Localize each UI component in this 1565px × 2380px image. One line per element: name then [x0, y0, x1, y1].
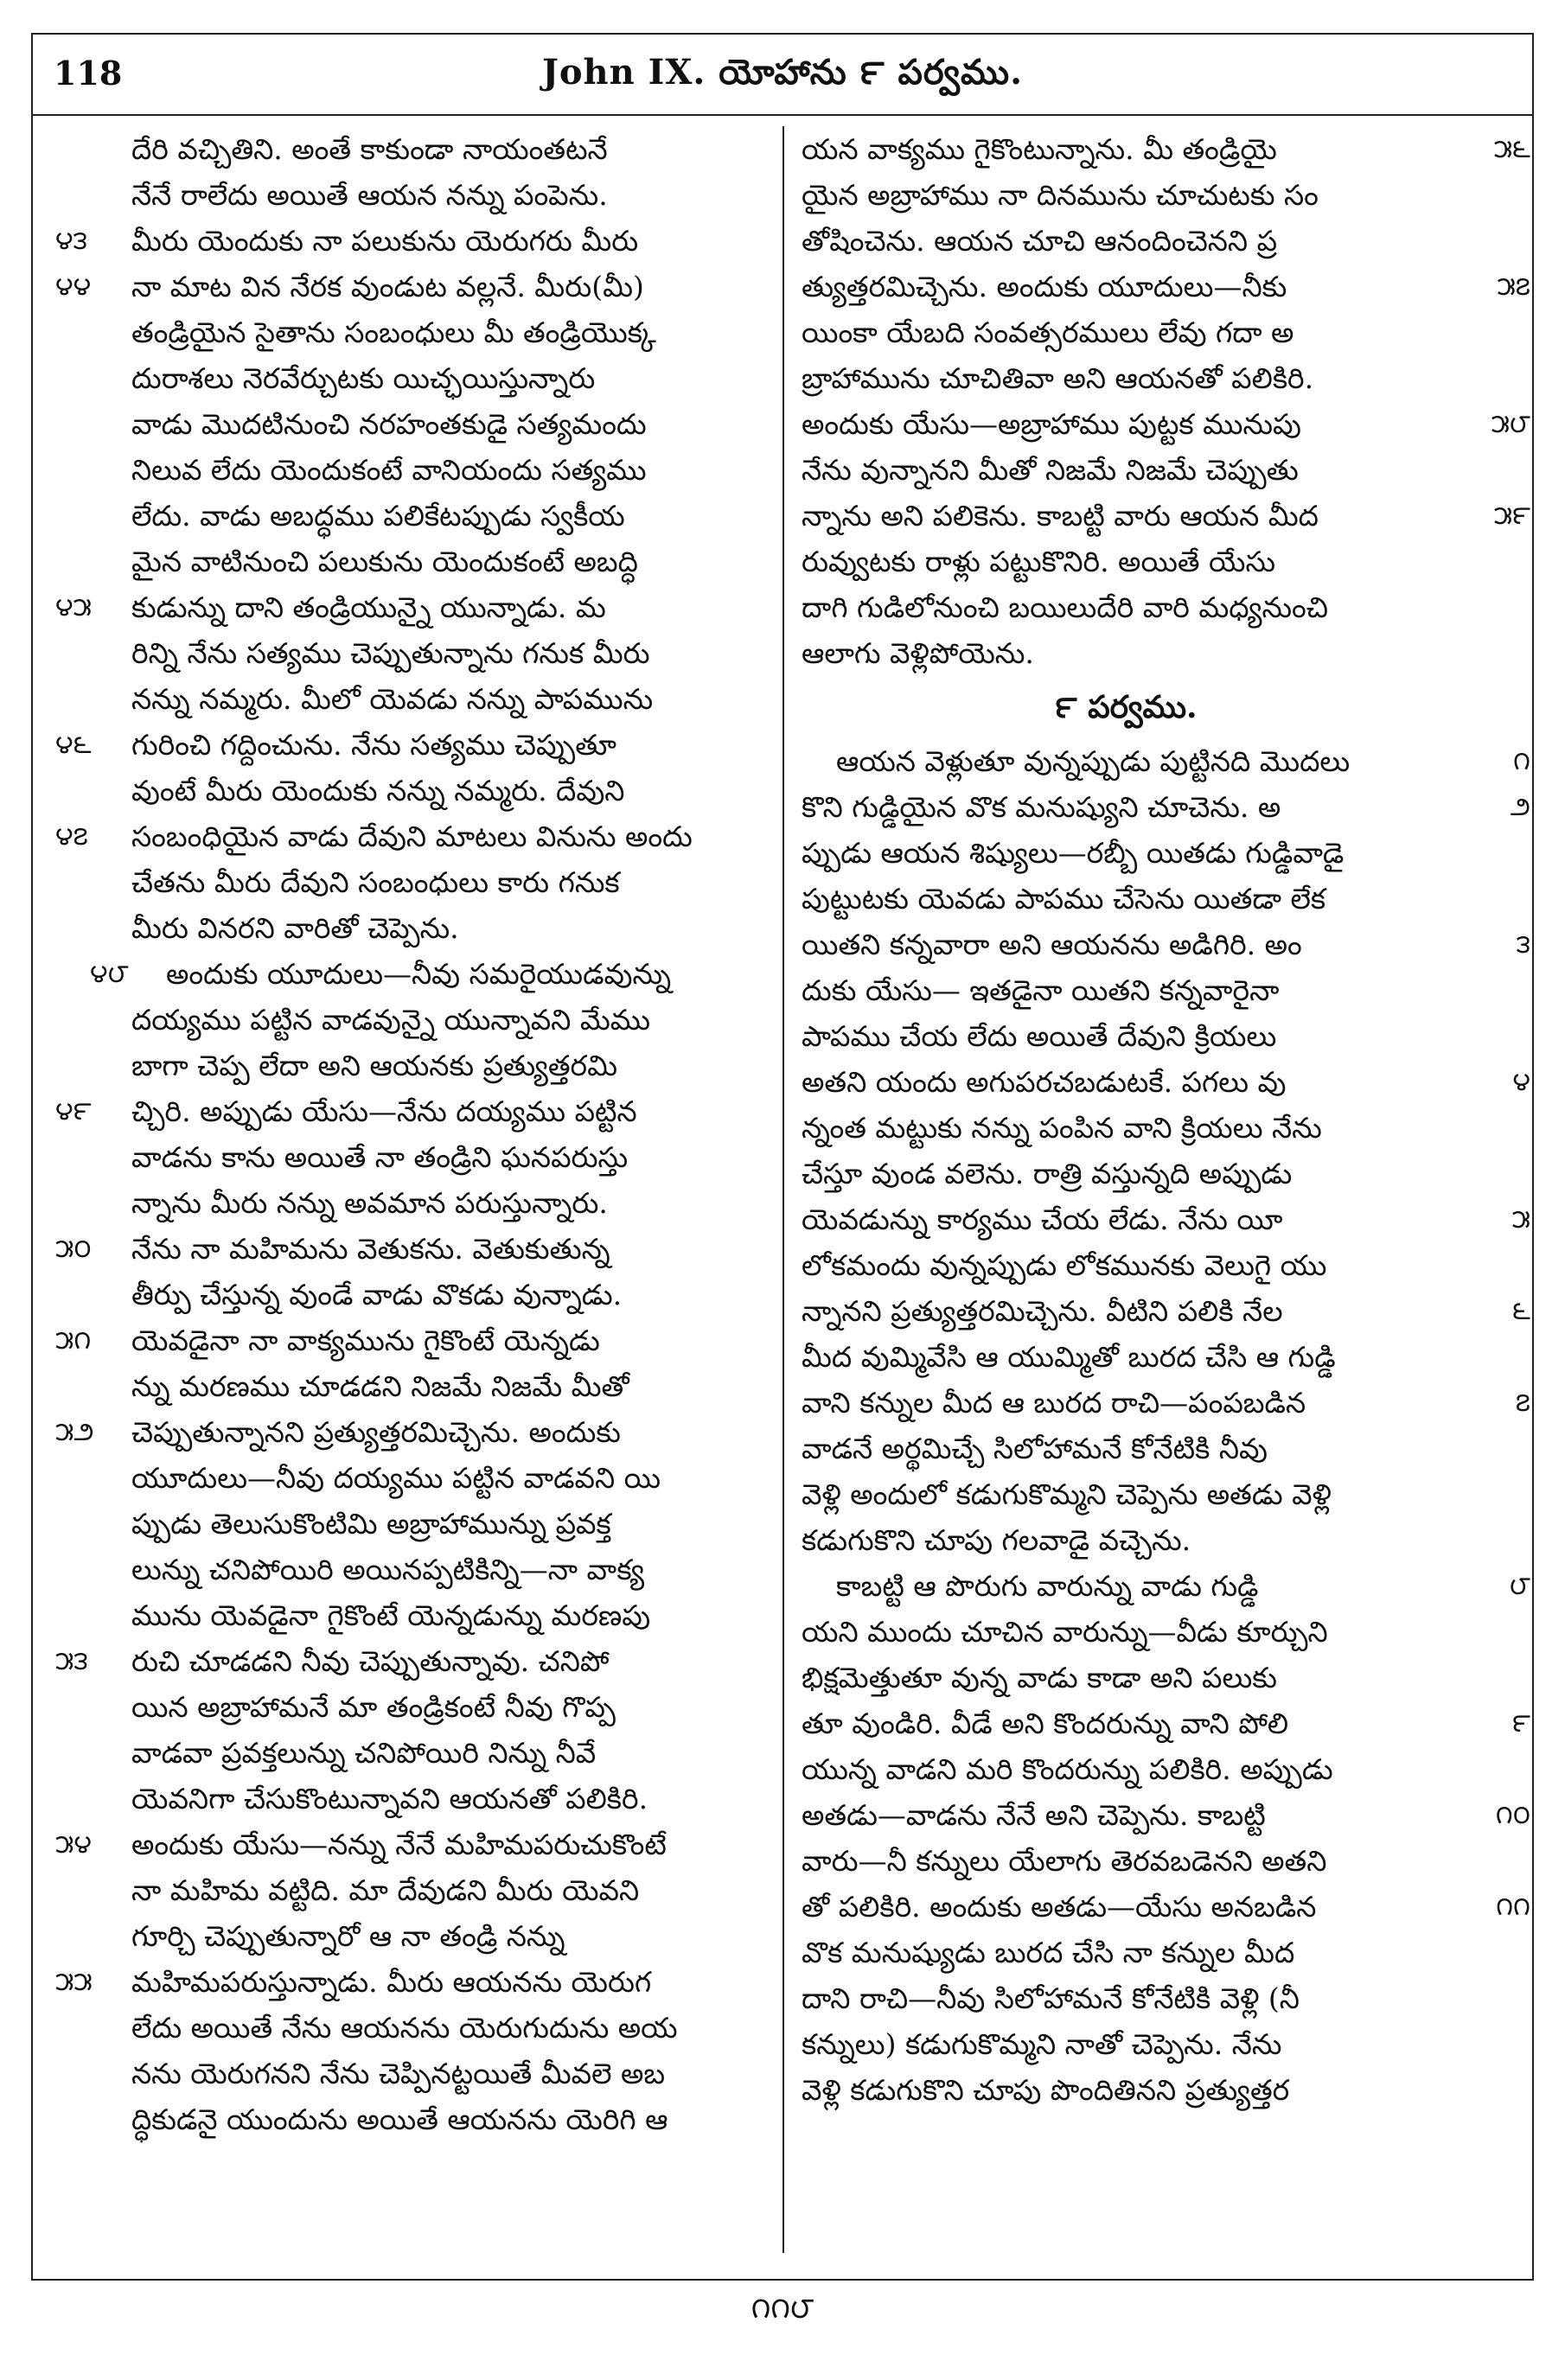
text-line	[802, 1242, 1451, 1288]
verse-number: ౭	[1515, 1388, 1530, 1418]
text-line	[55, 1088, 772, 1134]
verse-number: ౫	[1511, 1204, 1530, 1235]
text-line	[131, 768, 772, 814]
text-line	[802, 784, 1530, 830]
text-line	[131, 539, 772, 584]
line-text: యిన అబ్రాహామనే మా తండ్రికంటే నీవు గొప్ప	[131, 1690, 616, 1724]
text-line	[802, 1380, 1530, 1426]
text-line	[802, 1517, 1451, 1563]
text-line	[55, 814, 772, 859]
text-line	[131, 2051, 772, 2096]
line-text: యెవనిగా చేసుకొంటున్నావని ఆయనతో పలికిరి.	[131, 1782, 648, 1815]
line-text: అతడు—వాడను నేనే అని చెప్పెను. కాబట్టి	[802, 1798, 1266, 1832]
line-text: తో పలికిరి. అందుకు అతడు—యేసు అనబడిన	[802, 1890, 1317, 1924]
text-line	[802, 1013, 1451, 1059]
text-line	[802, 967, 1451, 1013]
text-line	[802, 1884, 1530, 1930]
text-line	[131, 1913, 772, 1959]
line-text: తీర్పు చేస్తున్న వుండే వాడు వొకడు వున్నాడు.	[131, 1278, 623, 1311]
line-text: చేతను మీరు దేవుని సంబంధులు కారు గనుక	[131, 865, 620, 899]
line-text: సంబంధియైన వాడు దేవుని మాటలు వినును అందు	[131, 820, 693, 853]
text-line	[131, 2096, 772, 2142]
line-text: గురించి గద్దించును. నేను సత్యము చెప్పుతూ	[131, 728, 616, 762]
right-column	[784, 126, 1534, 2244]
text-line	[55, 1409, 772, 1455]
line-text: నన్ను నమ్మరు. మీలో యెవడు నన్ను పాపమును	[131, 682, 654, 716]
text-line	[802, 126, 1530, 172]
verse-number: ౪౪	[55, 271, 92, 302]
text-line	[131, 1592, 772, 1638]
line-text: అందుకు యేసు—అబ్రాహాము పుట్టక మునుపు	[802, 407, 1301, 441]
line-text: వొక మనుష్యుడు బురద చేసి నా కన్నుల మీద	[802, 1936, 1295, 1969]
verse-number: ౫౯	[1493, 501, 1530, 531]
line-text: మీద వుమ్మివేసి ఆ యుమ్మితో బురద చేసి ఆ గుడ్డి	[802, 1340, 1336, 1374]
line-text: ద్ధికుడనై యుందును అయితే ఆయనను యెరిగి ఆ	[131, 2102, 668, 2136]
text-line	[55, 1822, 772, 1867]
verse-number: ౮	[1509, 1571, 1530, 1601]
line-text: ఆయన వెళ్లుతూ వున్నప్పుడు పుట్టినది మొదలు	[836, 744, 1351, 778]
line-text: గూర్చి చెప్పుతున్నారో ఆ నా తండ్రి నన్ను	[131, 1919, 565, 1953]
text-line	[802, 922, 1530, 967]
line-text: యితని కన్నవారా అని ఆయనను అడిగిరి. అం	[802, 928, 1302, 961]
verse-number: ౧౦	[1495, 1800, 1530, 1830]
text-line	[802, 2021, 1451, 2067]
line-text: మీరు వినరని వారితో చెప్పెను.	[131, 911, 459, 945]
line-text: తోషించెను. ఆయన చూచి ఆనందించెనని ప్ర	[802, 224, 1278, 258]
text-line	[802, 1334, 1451, 1380]
line-text: న్నానని ప్రత్యుత్తరమిచ్చెను. వీటిని పలికి నేల	[802, 1294, 1283, 1328]
text-line	[802, 1838, 1451, 1884]
text-line	[131, 997, 772, 1043]
line-text: బ్రాహామును చూచితివా అని ఆయనతో పలికిరి.	[802, 361, 1314, 395]
verse-number: ౨	[1510, 792, 1530, 822]
line-text: లేదు. వాడు అబద్ధము పలికేటప్పుడు స్వకీయ	[131, 499, 625, 533]
text-line	[131, 1730, 772, 1776]
line-text: న్నాను అని పలికెను. కాబట్టి వారు ఆయన మీద	[802, 499, 1319, 533]
text-line	[802, 172, 1451, 218]
verse-number: ౧	[1513, 746, 1530, 776]
line-text: యూదులు—నీవు దయ్యము పట్టిన వాడవని యి	[131, 1461, 661, 1495]
page-header	[31, 33, 1534, 116]
text-line	[131, 172, 772, 218]
line-text: యన వాక్యము గైకొంటున్నాను. మీ తండ్రియై	[802, 132, 1277, 166]
line-text: కన్నులు) కడుగుకొమ్మని నాతో చెప్పెను. నేను	[802, 2027, 1282, 2061]
text-line	[802, 738, 1530, 784]
line-text: వాడను కాను అయితే నా తండ్రిని ఘనపరుస్తు	[131, 1140, 629, 1174]
line-text: కొని గుడ్డియైన వొక మనుష్యుని చూచెను. అ	[802, 790, 1281, 824]
text-line	[802, 1059, 1530, 1105]
text-line	[802, 584, 1451, 630]
line-text: కాబట్టి ఆ పొరుగు వారున్ను వాడు గుడ్డి	[836, 1569, 1259, 1603]
line-text: దాని రాచి—నీవు సిలోహామనే కోనేటికి వెళ్లి (నీ	[802, 1981, 1300, 2015]
line-text: బాగా చెప్ప లేదా అని ఆయనకు ప్రత్యుత్తరమి	[131, 1049, 618, 1082]
text-line	[55, 1638, 772, 1684]
line-text: దాగి గుడిలోనుంచి బయిలుదేరి వారి మధ్యనుంచి	[802, 590, 1329, 624]
text-line	[802, 218, 1451, 264]
text-line	[55, 722, 772, 768]
verse-number: ౩	[1516, 929, 1530, 960]
text-line	[131, 1363, 772, 1409]
line-text: న్ను మరణము చూడడని నిజమే నిజమే మీతో	[131, 1369, 629, 1403]
line-text: లున్ను చనిపోయిరి అయినప్పటికిన్ని—నా వాక్య	[131, 1553, 645, 1586]
text-line	[131, 1272, 772, 1318]
text-line	[802, 1151, 1451, 1196]
verse-number: ౫౪	[55, 1829, 92, 1860]
line-text: మీరు యెందుకు నా పలుకును యెరుగరు మీరు	[131, 224, 639, 258]
verse-number: ౪౮	[90, 959, 129, 989]
line-text: అందుకు యేసు—నన్ను నేనే మహిమపరుచుకొంటే	[131, 1828, 667, 1861]
line-text: యెవడైనా నా వాక్యమును గైకొంటే యెన్నడు	[131, 1324, 600, 1357]
line-text: తూ వుండిరి. వీడే అని కొందరున్ను వాని పోలి	[802, 1707, 1289, 1740]
text-line	[131, 1547, 772, 1592]
line-text: నేను వున్నానని మీతో నిజమే నిజమే చెప్పుతు	[802, 453, 1299, 487]
verse-number: ౪౭	[55, 821, 88, 852]
verse-number: ౪౩	[55, 226, 87, 256]
line-text: వెళ్లి కడుగుకొని చూపు పొందితినని ప్రత్యుత్తర	[802, 2073, 1290, 2107]
text-line	[802, 493, 1530, 539]
line-text: వాడు మొదటినుంచి నరహంతకుడై సత్యమందు	[131, 407, 647, 441]
line-text: దేరి వచ్చితిని. అంతే కాకుండా నాయంతటనే	[131, 132, 608, 166]
line-text: చ్చిరి. అప్పుడు యేసు—నేను దయ్యము పట్టిన	[131, 1094, 637, 1128]
verse-number: ౪	[1512, 1067, 1530, 1097]
text-line	[131, 2005, 772, 2051]
text-line	[802, 830, 1451, 876]
line-text: పుట్టుటకు యెవడు పాపము చేసెను యితడా లేక	[802, 882, 1326, 916]
line-text: మహిమపరుస్తున్నాడు. మీరు ఆయనను యెరుగ	[131, 1965, 652, 1999]
text-line	[131, 1684, 772, 1730]
text-line	[802, 447, 1451, 493]
line-text: దురాశలు నెరవేర్చుటకు యిచ్ఛయిస్తున్నారు	[131, 361, 596, 395]
line-text: అతని యందు అగుపరచబడుటకే. పగలు వు	[802, 1065, 1287, 1099]
line-text: యింకా యేబది సంవత్సరములు లేవు గదా అ	[802, 316, 1294, 349]
line-text: యని ముందు చూచిన వారున్ను—వీడు కూర్చుని	[802, 1615, 1328, 1649]
verse-number: ౫౬	[1493, 134, 1530, 164]
line-text: అందుకు యూదులు—నీవు సమరైయుడవున్ను	[166, 957, 671, 991]
text-line	[802, 1471, 1451, 1517]
verse-number: ౫౦	[55, 1234, 92, 1264]
line-text: చెప్పుతున్నానని ప్రత్యుత్తరమిచ్చెను. అందుకు	[131, 1415, 621, 1449]
line-text: రువ్వుటకు రాళ్లు పట్టుకొనిరి. అయితే యేసు	[802, 545, 1276, 578]
line-text: వెళ్లి అందులో కడుగుకొమ్మని చెప్పెను అతడు వెళ్లి	[802, 1477, 1332, 1511]
running-title: John IX. యోహాను ౯ పర్వము.	[541, 52, 1024, 93]
text-line	[802, 264, 1530, 309]
line-text: భిక్షమెత్తుతూ వున్న వాడు కాడా అని పలుకు	[802, 1661, 1277, 1694]
text-line	[131, 630, 772, 676]
line-text: ఆలాగు వెళ్లిపోయెను.	[802, 636, 1034, 670]
line-text: యైన అబ్రాహాము నా దినమును చూచుటకు సం	[802, 178, 1319, 212]
signature-mark: ౧౧౮	[751, 2291, 814, 2326]
line-text: రుచి చూడడని నీవు చెప్పుతున్నావు. చనిపో	[131, 1644, 610, 1678]
text-line	[802, 2067, 1451, 2113]
line-text: చేస్తూ వుండ వలెను. రాత్రి వస్తున్నది అప్పుడు	[802, 1157, 1293, 1190]
line-text: తండ్రియైన సైతాను సంబంధులు మీ తండ్రియొక్క	[131, 316, 656, 349]
text-line	[131, 309, 772, 355]
text-line	[131, 859, 772, 905]
text-line	[802, 630, 1451, 676]
text-line	[802, 876, 1451, 922]
text-line	[802, 1609, 1451, 1655]
text-line	[802, 1930, 1451, 1975]
line-text: న్నంత మట్టుకు నన్ను పంపిన వాని క్రియలు నేను	[802, 1111, 1322, 1145]
verse-number: ౫౨	[55, 1417, 94, 1447]
line-text: నేను నా మహిమను వెతుకను. వెతుకుతున్న	[131, 1232, 610, 1266]
text-line	[802, 1563, 1530, 1609]
line-text: వాని కన్నుల మీద ఆ బురద రాచి—పంపబడిన	[802, 1386, 1306, 1420]
verse-number: ౫౧	[55, 1325, 92, 1356]
line-text: యున్న వాడని మరి కొందరున్ను పలికిరి. అప్పుడు	[802, 1752, 1333, 1786]
text-line	[55, 1318, 772, 1363]
verse-number: ౯	[1512, 1708, 1530, 1739]
text-line	[90, 951, 772, 997]
text-line	[131, 355, 772, 401]
text-line	[802, 1196, 1530, 1242]
verse-number: ౪౬	[55, 730, 92, 760]
text-line	[802, 539, 1451, 584]
text-line	[802, 1746, 1451, 1792]
text-line	[55, 218, 772, 264]
line-text: వుంటే మీరు యెందుకు నన్ను నమ్మరు. దేవుని	[131, 774, 625, 807]
text-line	[131, 676, 772, 722]
text-line	[131, 1134, 772, 1180]
text-line	[131, 1180, 772, 1226]
text-line	[131, 447, 772, 493]
verse-number: ౧౧	[1496, 1892, 1530, 1922]
left-column	[31, 126, 782, 2244]
line-text: వారు—నీ కన్నులు యేలాగు తెరవబడెనని అతని	[802, 1844, 1327, 1878]
line-text: దుకు యేసు— ఇతడైనా యితని కన్నవారైనా	[802, 973, 1280, 1007]
text-line	[55, 1959, 772, 2005]
line-text: మును యెవడైనా గైకొంటే యెన్నడున్ను మరణపు	[131, 1598, 651, 1632]
line-text: వాడనే అర్థమిచ్చే సిలోహామనే కోనేటికి నీవు	[802, 1432, 1268, 1465]
verse-number: ౫౮	[1491, 409, 1530, 439]
line-text: యెవడున్ను కార్యము చేయ లేడు. నేను యీ	[802, 1203, 1283, 1236]
line-text: నను యెరుగనని నేను చెప్పినట్టయితే మీవలె అబ	[131, 2057, 666, 2090]
line-text: నా మాట విన నేరక వుండుట వల్లనే. మీరు(మీ)	[131, 270, 644, 303]
line-text: కుడున్ను దాని తండ్రియున్నై యున్నాడు. మ	[131, 590, 606, 624]
text-line	[131, 1043, 772, 1088]
verse-number: ౪౯	[55, 1096, 92, 1126]
text-line	[131, 1455, 772, 1501]
line-text: ప్పుడు ఆయన శిష్యులు—రబ్బీ యితడు గుడ్డివాడై	[802, 836, 1345, 870]
line-text: కడుగుకొని చూపు గలవాడై వచ్చెను.	[802, 1523, 1191, 1557]
text-line	[55, 264, 772, 309]
verse-number: ౪౫	[55, 592, 92, 622]
text-line	[802, 355, 1451, 401]
text-line	[802, 401, 1530, 447]
line-text: నిలువ లేదు యెందుకంటే వానియందు సత్యము	[131, 453, 647, 487]
text-line	[802, 1975, 1451, 2021]
text-line	[802, 1655, 1451, 1700]
page-number: 118	[54, 54, 123, 93]
line-text: న్నాను మీరు నన్ను అవమాన పరుస్తున్నారు.	[131, 1186, 608, 1220]
line-text: త్యుత్తరమిచ్చెను. అందుకు యూదులు—నీకు	[802, 270, 1287, 303]
right-column-chapter8-end	[802, 126, 1530, 676]
text-line	[55, 584, 772, 630]
line-text: ప్పుడు తెలుసుకొంటిమి అబ్రాహామున్ను ప్రవక్త	[131, 1507, 611, 1541]
text-line	[131, 126, 772, 172]
text-line	[131, 1867, 772, 1913]
verse-number: ౬	[1512, 1296, 1530, 1326]
text-line	[802, 1792, 1530, 1838]
text-line	[802, 1288, 1530, 1334]
text-line	[802, 1700, 1530, 1746]
line-text: మైన వాటినుంచి పలుకును యెందుకంటే అబద్ధి	[131, 545, 638, 578]
line-text: పాపము చేయ లేదు అయితే దేవుని క్రియలు	[802, 1019, 1277, 1053]
line-text: నా మహిమ వట్టిది. మా దేవుడని మీరు యెవని	[131, 1873, 640, 1907]
text-line	[131, 401, 772, 447]
verse-number: ౫౭	[1497, 271, 1530, 302]
line-text: వాడవా ప్రవక్తలున్ను చనిపోయిరి నిన్ను నీవే	[131, 1736, 597, 1770]
verse-number: ౫౩	[55, 1646, 88, 1676]
verse-number: ౫౫	[55, 1967, 93, 1997]
line-text: దయ్యము పట్టిన వాడవున్నై యున్నావని మేము	[131, 1003, 651, 1037]
text-line	[131, 905, 772, 951]
text-line	[131, 493, 772, 539]
right-column-chapter9-start	[802, 738, 1530, 2113]
text-line	[55, 1226, 772, 1272]
text-line	[802, 309, 1451, 355]
text-line	[131, 1776, 772, 1822]
chapter-heading: ౯ పర్వము.	[1055, 689, 1198, 725]
line-text: నేనే రాలేదు అయితే ఆయన నన్ను పంపెను.	[131, 178, 608, 212]
line-text: లేదు అయితే నేను ఆయనను యెరుగుదును అయ	[131, 2011, 678, 2045]
text-line	[802, 1105, 1451, 1151]
line-text: రిన్ని నేను సత్యము చెప్పుతున్నాను గనుక మీరు	[131, 636, 650, 670]
text-line	[131, 1501, 772, 1547]
text-line	[802, 1426, 1451, 1471]
line-text: లోకమందు వున్నప్పుడు లోకమునకు వెలుగై యు	[802, 1248, 1327, 1282]
